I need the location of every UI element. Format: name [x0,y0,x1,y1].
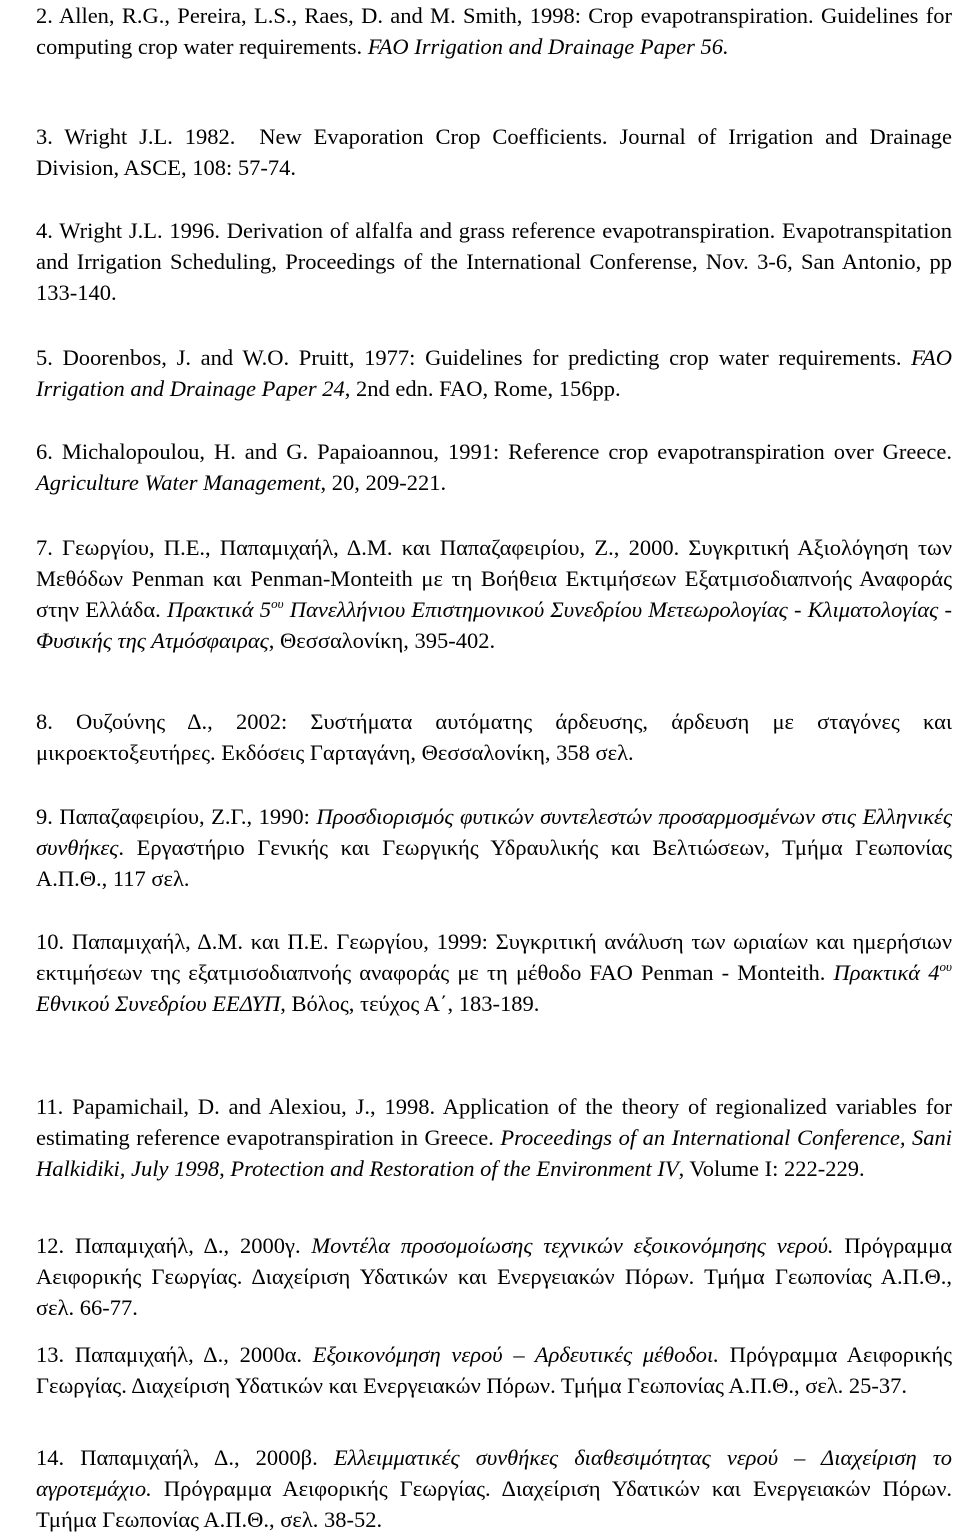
reference-item [36,121,958,183]
italic-text: Πρακτικά 4 [833,960,940,985]
reference-item [36,1339,958,1401]
reference-text: 13. Παπαμιχαήλ, Δ., 2000α. [36,1342,313,1367]
reference-item [36,215,958,308]
reference-text: 6. Michalopoulou, H. and G. Papaioannou, 1991: Reference crop evapotranspiration over Greece. [36,439,958,464]
italic-text: Πρακτικά 5 [166,597,272,622]
reference-text: 4. Wright J.L. 1996. Derivation of alfalfa and grass reference evapotranspiration. Evapotranspitation and Irrigation Scheduling, Proceedings of the International Conferense, Nov. 3-6, San Antonio, pp 133-140. [36,218,958,305]
reference-item [36,926,958,1019]
reference-item [36,1230,958,1323]
superscript-text: ου [271,596,284,611]
reference-text: Πρόγραμμα Αειφορικής Γεωργίας. Διαχείριση Υδατικών και Ενεργειακών Πόρων. Τμήμα Γεωπονίας Α.Π.Θ., σελ. 25-37. [36,1342,958,1398]
italic-text: Προσδιορισμός φυτικών συντελεστών προσαρμοσμένων στις Ελληνικές συνθήκες [36,804,958,860]
reference-text: , Βόλος, τεύχος Α΄, 183-189. [280,991,540,1016]
reference-text: 3. Wright J.L. 1982. New Evaporation Crop Coefficients. Journal of Irrigation and Drainage Division, ASCE, 108: 57-74. [36,124,958,180]
italic-text: Εθνικού Συνεδρίου ΕΕΔΥΠ [36,960,958,1016]
italic-text: Εξοικονόμηση νερού – Αρδευτικές μέθοδοι. [312,1342,719,1367]
reference-text: 14. Παπαμιχαήλ, Δ., 2000β. [36,1445,334,1470]
reference-item [36,706,958,768]
reference-item [36,1091,958,1184]
italic-text: Πανελλήνιου Επιστημονικού Συνεδρίου Μετεωρολογίας - Κλιματολογίας - Φυσικής της Ατμόσφαιρας [36,597,958,653]
reference-text: 2. Allen, R.G., Pereira, L.S., Raes, D. and M. Smith, 1998: Crop evapotranspiration. Guidelines for computing crop water requirements. [36,3,958,59]
reference-text: Πρόγραμμα Αειφορικής Γεωργίας. Διαχείριση Υδατικών και Ενεργειακών Πόρων. Τμήμα Γεωπονίας Α.Π.Θ., σελ. 38-52. [36,1476,958,1532]
reference-item [36,342,958,404]
italic-text: Agriculture Water Management [36,470,321,495]
superscript-text: ου [939,959,952,974]
reference-text: 9. Παπαζαφειρίου, Ζ.Γ., 1990: [36,804,317,829]
italic-text: Μοντέλα προσομοίωσης τεχνικών εξοικονόμησης νερού. [311,1233,834,1258]
reference-text: 8. Ουζούνης Δ., 2002: Συστήματα αυτόματης άρδευσης, άρδευση με σταγόνες και μικροεκτοξευτήρες. Εκδόσεις Γαρταγάνη, Θεσσαλονίκη, 358 σελ. [36,709,958,765]
reference-text: 10. Παπαμιχαήλ, Δ.Μ. και Π.Ε. Γεωργίου, 1999: Συγκριτική ανάλυση των ωριαίων και ημερήσιων εκτιμήσεων της εξατμισοδιαπνοής αναφοράς με τη μέθοδο FAO Penman - Monteith. [36,929,958,985]
italic-text: Proceedings of an International Conference, Sani Halkidiki, July 1998, Protection and Restoration of the Environment IV [36,1125,958,1181]
reference-text: Πρόγραμμα Αειφορικής Γεωργίας. Διαχείριση Υδατικών και Ενεργειακών Πόρων. Τμήμα Γεωπονίας Α.Π.Θ., σελ. 66-77. [36,1233,958,1320]
reference-item [36,1442,958,1535]
italic-text: FAO Irrigation and Drainage Paper 56. [367,34,729,59]
italic-text: FAO Irrigation and Drainage Paper 24 [36,345,958,401]
reference-text: , Volume I: 222-229. [678,1156,865,1181]
italic-text: Ελλειμματικές συνθήκες διαθεσιμότητας νερού – Διαχείριση το αγροτεμάχιο. [36,1445,958,1501]
reference-text: 11. Papamichail, D. and Alexiou, J., 1998. Application of the theory of regionalized variables for estimating reference evapotranspiration in Greece. [36,1094,958,1150]
reference-item [36,801,958,894]
reference-text: 7. Γεωργίου, Π.Ε., Παπαμιχαήλ, Δ.Μ. και Παπαζαφειρίου, Ζ., 2000. Συγκριτική Αξιολόγηση των Μεθόδων Penman και Penman-Monteith με τη Βοήθεια Εκτιμήσεων Εξατμισοδιαπνοής Αναφοράς στην Ελλάδα. [36,535,958,622]
reference-text: , Θεσσαλονίκη, 395-402. [268,628,496,653]
reference-text: . Εργαστήριο Γενικής και Γεωργικής Υδραυλικής και Βελτιώσεων, Τμήμα Γεωπονίας Α.Π.Θ., 117 σελ. [36,835,957,891]
reference-item [36,532,958,656]
reference-text: , 20, 209-221. [320,470,447,495]
reference-item [36,436,958,498]
reference-text: , 2nd edn. FAO, Rome, 156pp. [344,376,621,401]
reference-item [36,0,958,62]
reference-text: 5. Doorenbos, J. and W.O. Pruitt, 1977: Guidelines for predicting crop water requirements. [36,345,912,370]
reference-text: 12. Παπαμιχαήλ, Δ., 2000γ. [36,1233,312,1258]
